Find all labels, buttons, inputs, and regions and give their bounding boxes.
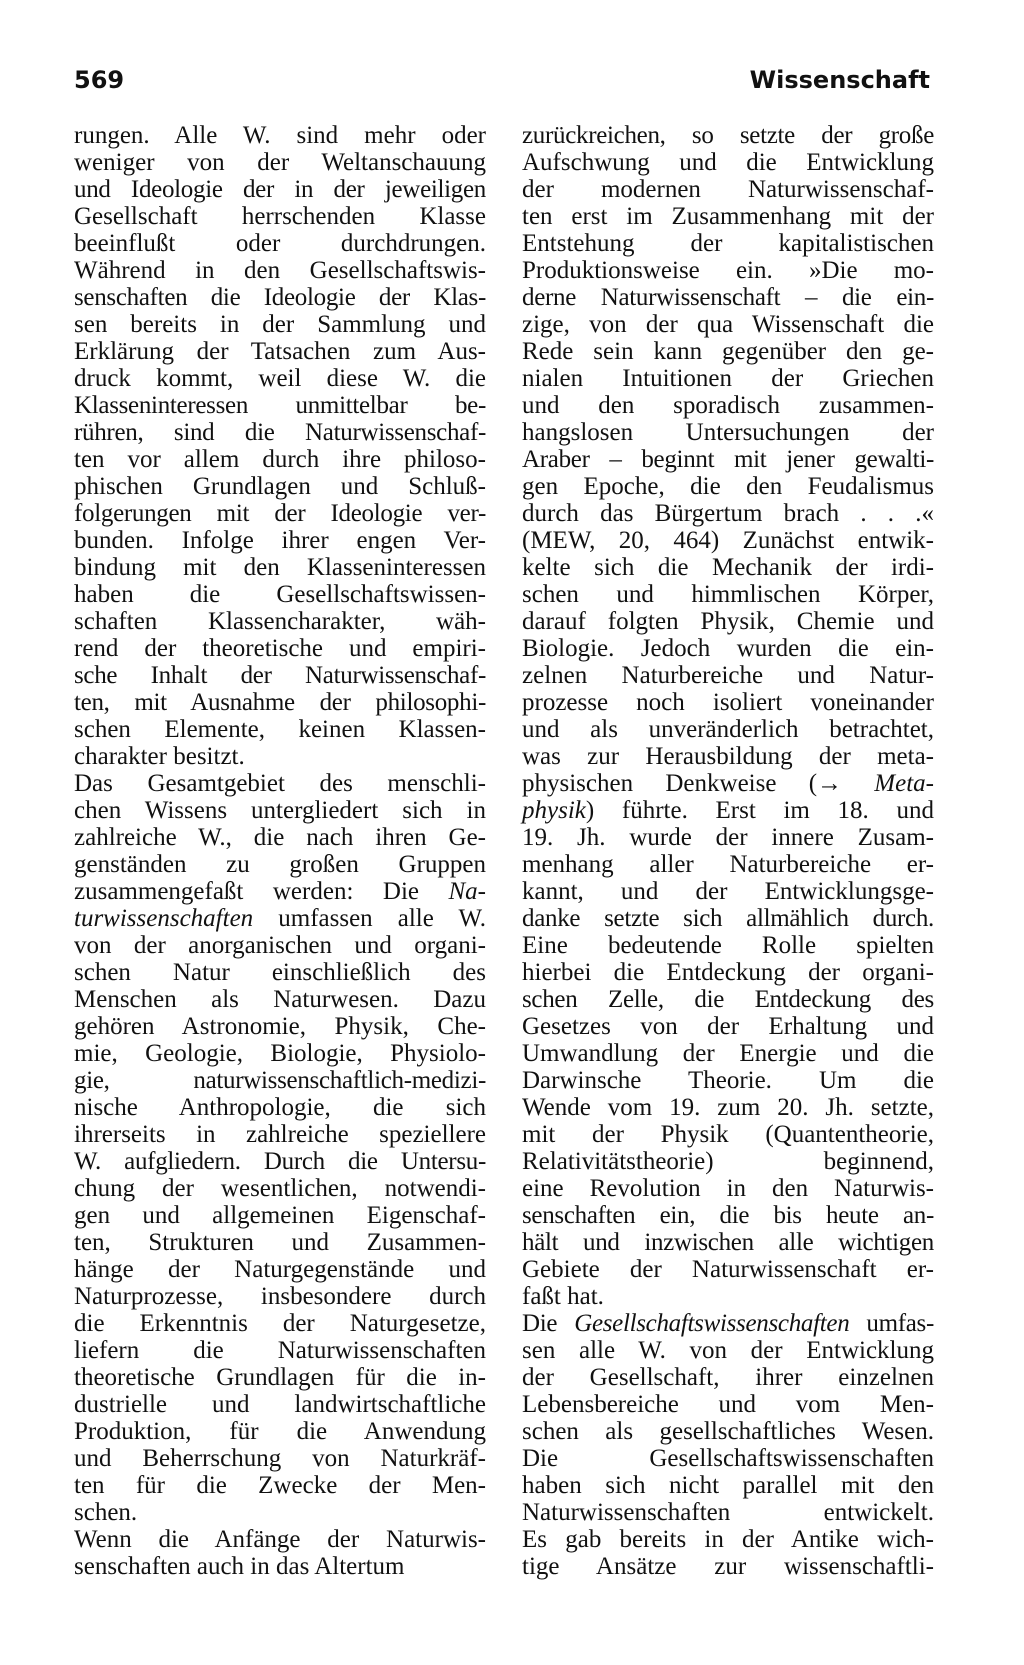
page-number: 569 [74, 66, 125, 94]
text-line: chen Wissens untergliedert sich in [74, 797, 486, 824]
text-line: W. aufgliedern. Durch die Untersu- [74, 1148, 486, 1175]
text-line: kannt, und der Entwicklungsge- [522, 878, 934, 905]
text-line: Araber – beginnt mit jener gewalti- [522, 446, 934, 473]
text-line: ten vor allem durch ihre philoso- [74, 446, 486, 473]
text-line: Während in den Gesellschaftswis- [74, 257, 486, 284]
text-line: von der anorganischen und organi- [74, 932, 486, 959]
text-line: der Gesellschaft, ihrer einzelnen [522, 1364, 934, 1391]
text-line: und Beherrschung von Naturkräf- [74, 1445, 486, 1472]
text-line: rungen. Alle W. sind mehr oder [74, 122, 486, 149]
text-line: Klasseninteressen unmittelbar be- [74, 392, 486, 419]
text-line: dustrielle und landwirtschaftliche [74, 1391, 486, 1418]
text-line: mie, Geologie, Biologie, Physiolo- [74, 1040, 486, 1067]
text-line: gen und allgemeinen Eigenschaf- [74, 1202, 486, 1229]
text-line: gen Epoche, die den Feudalismus [522, 473, 934, 500]
text-line: schen Natur einschließlich des [74, 959, 486, 986]
right-column [522, 122, 934, 1580]
text-line: Relativitätstheorie) beginnend, [522, 1148, 934, 1175]
text-line: 19. Jh. wurde der innere Zusam- [522, 824, 934, 851]
text-line: rend der theoretische und empiri- [74, 635, 486, 662]
text-line: hangslosen Untersuchungen der [522, 419, 934, 446]
text-line: die Erkenntnis der Naturgesetze, [74, 1310, 486, 1337]
text-line: Wenn die Anfänge der Naturwis- [74, 1526, 486, 1553]
text-line: Rede sein kann gegenüber den ge- [522, 338, 934, 365]
text-line: Gesetzes von der Erhaltung und [522, 1013, 934, 1040]
text-line: hierbei die Entdeckung der organi- [522, 959, 934, 986]
text-line: sche Inhalt der Naturwissenschaf- [74, 662, 486, 689]
text-line: sen bereits in der Sammlung und [74, 311, 486, 338]
text-line: ten, mit Ausnahme der philosophi- [74, 689, 486, 716]
text-line: zurückreichen, so setzte der große [522, 122, 934, 149]
text-line: faßt hat. [522, 1283, 604, 1310]
text-line: Naturprozesse, insbesondere durch [74, 1283, 486, 1310]
text-line: Erklärung der Tatsachen zum Aus- [74, 338, 486, 365]
text-line: beeinflußt oder durchdrungen. [74, 230, 486, 257]
text-line: mit der Physik (Quantentheorie, [522, 1121, 934, 1148]
text-line: theoretische Grundlagen für die in- [74, 1364, 486, 1391]
text-line: eine Revolution in den Naturwis- [522, 1175, 934, 1202]
text-line: bunden. Infolge ihrer engen Ver- [74, 527, 486, 554]
text-line: rühren, sind die Naturwissenschaf- [74, 419, 486, 446]
text-line: schen. [74, 1499, 138, 1526]
text-line: Darwinsche Theorie. Um die [522, 1067, 934, 1094]
text-line: danke setzte sich allmählich durch. [522, 905, 934, 932]
text-line: senschaften ein, die bis heute an- [522, 1202, 934, 1229]
text-line: phischen Grundlagen und Schluß- [74, 473, 486, 500]
text-line: Die Gesellschaftswissenschaften umfas- [522, 1310, 934, 1337]
text-line: was zur Herausbildung der meta- [522, 743, 934, 770]
left-column [74, 122, 486, 1580]
text-line: hänge der Naturgegenstände und [74, 1256, 486, 1283]
text-line: Eine bedeutende Rolle spielten [522, 932, 934, 959]
text-line: tige Ansätze zur wissenschaftli- [522, 1553, 934, 1580]
text-line: ten, Strukturen und Zusammen- [74, 1229, 486, 1256]
text-line: charakter besitzt. [74, 743, 245, 770]
text-line: nialen Intuitionen der Griechen [522, 365, 934, 392]
text-line: und als unveränderlich betrachtet, [522, 716, 934, 743]
text-line: kelte sich die Mechanik der irdi- [522, 554, 934, 581]
text-line: ihrerseits in zahlreiche speziellere [74, 1121, 486, 1148]
text-line: prozesse noch isoliert voneinander [522, 689, 934, 716]
text-line: Lebensbereiche und vom Men- [522, 1391, 934, 1418]
text-line: sen alle W. von der Entwicklung [522, 1337, 934, 1364]
text-line: Gesellschaft herrschenden Klasse [74, 203, 486, 230]
text-line: darauf folgten Physik, Chemie und [522, 608, 934, 635]
text-line: bindung mit den Klasseninteressen [74, 554, 486, 581]
text-line: weniger von der Weltanschauung [74, 149, 486, 176]
text-line: Die Gesellschaftswissenschaften [522, 1445, 934, 1472]
text-line: chung der wesentlichen, notwendi- [74, 1175, 486, 1202]
text-line: senschaften auch in das Altertum [74, 1553, 405, 1580]
text-line: Umwandlung der Energie und die [522, 1040, 934, 1067]
text-line: turwissenschaften umfassen alle W. [74, 905, 486, 932]
text-line: Naturwissenschaften entwickelt. [522, 1499, 934, 1526]
text-line: schen Elemente, keinen Klassen- [74, 716, 486, 743]
text-line: genständen zu großen Gruppen [74, 851, 486, 878]
text-line: schen als gesellschaftliches Wesen. [522, 1418, 934, 1445]
text-line: gehören Astronomie, Physik, Che- [74, 1013, 486, 1040]
text-line: Das Gesamtgebiet des menschli- [74, 770, 486, 797]
text-line: der modernen Naturwissenschaf- [522, 176, 934, 203]
text-line: senschaften die Ideologie der Klas- [74, 284, 486, 311]
text-line: zige, von der qua Wissenschaft die [522, 311, 934, 338]
text-line: zelnen Naturbereiche und Natur- [522, 662, 934, 689]
text-line: hält und inzwischen alle wichtigen [522, 1229, 934, 1256]
text-line: Aufschwung und die Entwicklung [522, 149, 934, 176]
text-line: physischen Denkweise (→ Meta- [522, 770, 934, 797]
text-line: Produktion, für die Anwendung [74, 1418, 486, 1445]
text-line: und Ideologie der in der jeweiligen [74, 176, 486, 203]
text-line: gie, naturwissenschaftlich-medizi- [74, 1067, 486, 1094]
text-line: Biologie. Jedoch wurden die ein- [522, 635, 934, 662]
text-line: ten erst im Zusammenhang mit der [522, 203, 934, 230]
text-line: folgerungen mit der Ideologie ver- [74, 500, 486, 527]
text-line: Produktionsweise ein. »Die mo- [522, 257, 934, 284]
text-line: druck kommt, weil diese W. die [74, 365, 486, 392]
text-line: Menschen als Naturwesen. Dazu [74, 986, 486, 1013]
text-line: Entstehung der kapitalistischen [522, 230, 934, 257]
running-head: Wissenschaft [749, 66, 930, 94]
text-line: haben sich nicht parallel mit den [522, 1472, 934, 1499]
text-line: zusammengefaßt werden: Die Na- [74, 878, 486, 905]
text-line: zahlreiche W., die nach ihren Ge- [74, 824, 486, 851]
text-line: derne Naturwissenschaft – die ein- [522, 284, 934, 311]
text-line: durch das Bürgertum brach . . .« [522, 500, 934, 527]
text-line: schen Zelle, die Entdeckung des [522, 986, 934, 1013]
text-line: liefern die Naturwissenschaften [74, 1337, 486, 1364]
text-line: ten für die Zwecke der Men- [74, 1472, 486, 1499]
text-line: (MEW, 20, 464) Zunächst entwik- [522, 527, 934, 554]
text-line: nische Anthropologie, die sich [74, 1094, 486, 1121]
text-line: physik) führte. Erst im 18. und [522, 797, 934, 824]
text-line: menhang aller Naturbereiche er- [522, 851, 934, 878]
text-line: schen und himmlischen Körper, [522, 581, 934, 608]
text-line: Gebiete der Naturwissenschaft er- [522, 1256, 934, 1283]
text-line: Es gab bereits in der Antike wich- [522, 1526, 934, 1553]
text-line: haben die Gesellschaftswissen- [74, 581, 486, 608]
text-line: und den sporadisch zusammen- [522, 392, 934, 419]
text-line: Wende vom 19. zum 20. Jh. setzte, [522, 1094, 934, 1121]
text-line: schaften Klassencharakter, wäh- [74, 608, 486, 635]
